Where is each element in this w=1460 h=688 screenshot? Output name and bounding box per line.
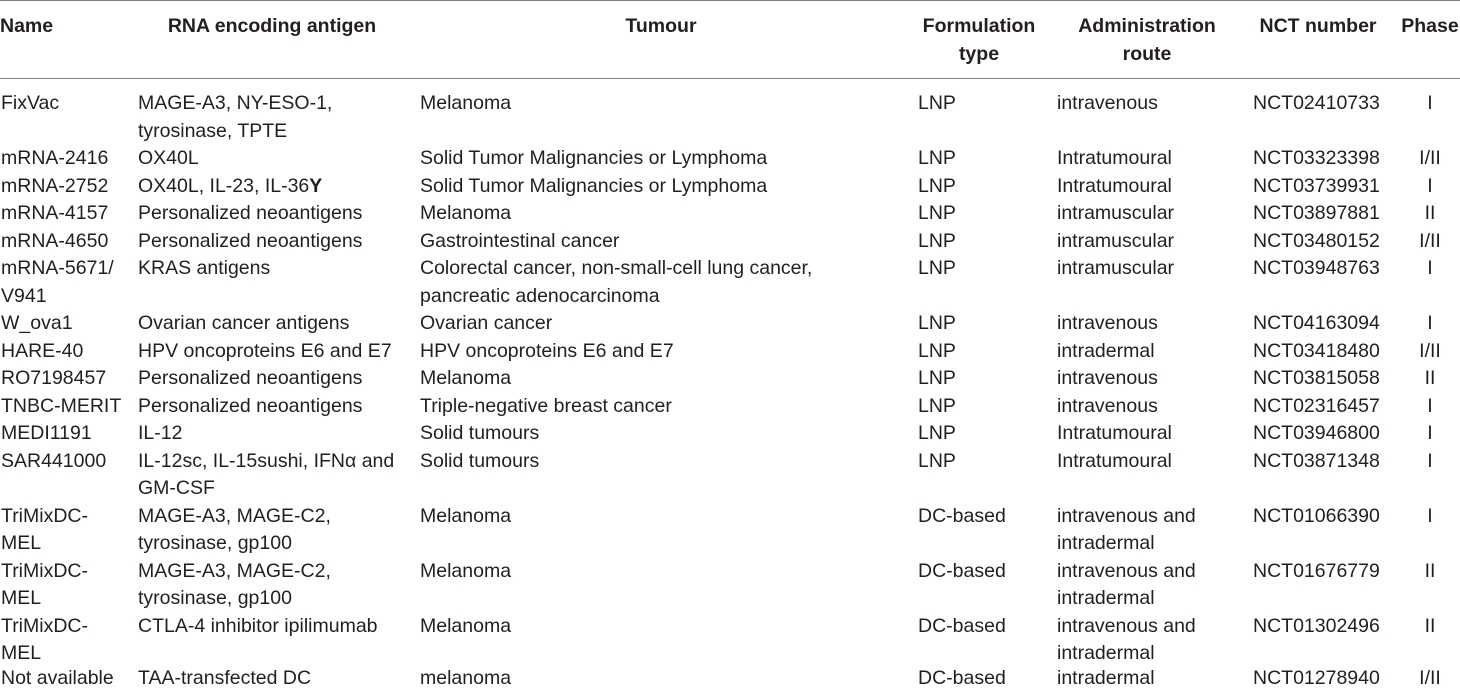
table-row bbox=[0, 393, 1460, 421]
cell-antigen: Personalized neoantigens bbox=[138, 367, 363, 389]
cell-name: TNBC-MERIT bbox=[1, 394, 122, 417]
cell-antigen: MAGE-A3, MAGE-C2, tyrosinase, gp100 bbox=[138, 559, 331, 609]
cell-tumour: Solid Tumor Malignancies or Lymphoma bbox=[420, 174, 768, 197]
cell-antigen: TAA-transfected DC bbox=[138, 666, 312, 688]
cell-formulation: LNP bbox=[918, 174, 956, 197]
cell-antigen: Personalized neoantigens bbox=[138, 394, 363, 417]
cell-phase: I bbox=[1427, 504, 1433, 527]
cell-tumour: Triple-negative breast cancer bbox=[420, 394, 672, 417]
cell-antigen bbox=[138, 173, 406, 201]
table-row bbox=[0, 173, 1460, 201]
cell-tumour: Melanoma bbox=[420, 504, 512, 527]
cell-antigen: IL-12sc, IL-15sushi, IFNα and GM-CSF bbox=[138, 449, 395, 499]
cell-formulation: DC-based bbox=[918, 614, 1006, 637]
cell-name: HARE-40 bbox=[1, 339, 84, 362]
table-row bbox=[0, 90, 1460, 145]
cell-formulation: LNP bbox=[918, 449, 956, 472]
cell-formulation: DC-based bbox=[918, 666, 1006, 688]
cell-phase: I bbox=[1427, 312, 1433, 334]
cell-phase: I/II bbox=[1419, 229, 1441, 252]
cell-name: W_ova1 bbox=[1, 312, 73, 334]
cell-nct: NCT04163094 bbox=[1253, 312, 1380, 334]
cell-phase: I bbox=[1427, 394, 1433, 417]
cell-tumour: Melanoma bbox=[420, 367, 512, 389]
cell-phase: II bbox=[1424, 614, 1436, 637]
cell-antigen: IL-12 bbox=[138, 422, 183, 444]
table-row bbox=[0, 365, 1460, 393]
table-row bbox=[0, 558, 1460, 613]
table-row bbox=[0, 668, 1460, 688]
cell-phase: I/II bbox=[1419, 339, 1441, 362]
cell-name: FixVac bbox=[1, 92, 60, 114]
cell-nct: NCT02316457 bbox=[1253, 394, 1380, 417]
cell-route: intravenous bbox=[1057, 312, 1158, 334]
column-header-tumour: Tumour bbox=[625, 15, 697, 37]
cell-antigen: KRAS antigens bbox=[138, 257, 271, 279]
cell-phase: I bbox=[1427, 449, 1433, 472]
cell-nct: NCT03948763 bbox=[1253, 257, 1380, 279]
cell-tumour: Solid tumours bbox=[420, 449, 540, 472]
cell-formulation: LNP bbox=[918, 367, 956, 389]
cell-route: intravenous and intradermal bbox=[1057, 559, 1196, 609]
cell-route: intramuscular bbox=[1057, 229, 1175, 252]
cell-phase: I bbox=[1427, 422, 1433, 444]
column-header-route: Administration route bbox=[1078, 15, 1216, 65]
cell-tumour: Gastrointestinal cancer bbox=[420, 229, 620, 252]
cell-phase: II bbox=[1424, 559, 1436, 582]
cell-text: OX40L, IL-23, IL-36 bbox=[138, 174, 310, 197]
cell-antigen: OX40L bbox=[138, 147, 199, 169]
cell-tumour: Melanoma bbox=[420, 92, 512, 114]
cell-tumour: Colorectal cancer, non-small-cell lung cancer, pancreatic adenocarcinoma bbox=[420, 257, 813, 307]
cell-name: Not available bbox=[1, 666, 114, 688]
column-header-antigen: RNA encoding antigen bbox=[167, 15, 377, 37]
cell-nct: NCT03480152 bbox=[1253, 229, 1380, 252]
cell-tumour: Melanoma bbox=[420, 614, 512, 637]
table-row bbox=[0, 200, 1460, 228]
cell-name: SAR441000 bbox=[1, 449, 107, 472]
cell-antigen: Ovarian cancer antigens bbox=[138, 312, 350, 334]
cell-phase: I/II bbox=[1419, 666, 1441, 688]
cell-name: TriMixDC- MEL bbox=[1, 614, 88, 664]
cell-phase: I/II bbox=[1419, 147, 1441, 169]
cell-tumour: Melanoma bbox=[420, 202, 512, 224]
column-header-phase: Phase bbox=[1401, 15, 1459, 37]
table-row bbox=[0, 228, 1460, 256]
cell-nct: NCT03418480 bbox=[1253, 339, 1380, 362]
cell-nct: NCT03897881 bbox=[1253, 202, 1380, 224]
cell-formulation: LNP bbox=[918, 147, 956, 169]
cell-name: TriMixDC- MEL bbox=[1, 559, 88, 609]
cell-nct: NCT01066390 bbox=[1253, 504, 1380, 527]
column-header-name: Name bbox=[0, 15, 54, 37]
cell-phase: I bbox=[1427, 174, 1433, 197]
cell-formulation: LNP bbox=[918, 202, 956, 224]
cell-nct: NCT03815058 bbox=[1253, 367, 1380, 389]
cell-nct: NCT01676779 bbox=[1253, 559, 1380, 582]
cell-formulation: LNP bbox=[918, 229, 956, 252]
table-row bbox=[0, 448, 1460, 503]
cell-tumour: Solid Tumor Malignancies or Lymphoma bbox=[420, 147, 768, 169]
cell-name: mRNA-4650 bbox=[1, 229, 109, 252]
table-row bbox=[0, 255, 1460, 310]
cell-formulation: LNP bbox=[918, 394, 956, 417]
cell-antigen: MAGE-A3, MAGE-C2, tyrosinase, gp100 bbox=[138, 504, 331, 554]
cell-name: mRNA-2416 bbox=[1, 147, 109, 169]
table-row bbox=[0, 503, 1460, 558]
cell-antigen: MAGE-A3, NY-ESO-1, tyrosinase, TPTE bbox=[138, 92, 333, 142]
cell-nct: NCT03323398 bbox=[1253, 147, 1380, 169]
cell-name: TriMixDC- MEL bbox=[1, 504, 88, 554]
column-header-nct: NCT number bbox=[1259, 15, 1377, 37]
cell-tumour: melanoma bbox=[420, 666, 512, 688]
table-row bbox=[0, 145, 1460, 173]
cell-route: intramuscular bbox=[1057, 202, 1175, 224]
cell-name: MEDI1191 bbox=[1, 422, 92, 444]
cell-phase: II bbox=[1424, 202, 1436, 224]
cell-route: intravenous bbox=[1057, 367, 1158, 389]
cell-nct: NCT03946800 bbox=[1253, 422, 1380, 444]
table-body bbox=[0, 79, 1460, 688]
cell-phase: I bbox=[1427, 257, 1433, 279]
cell-nct: NCT03739931 bbox=[1253, 174, 1380, 197]
cell-name: mRNA-5671/ V941 bbox=[1, 257, 114, 307]
cell-formulation: DC-based bbox=[918, 504, 1006, 527]
cell-tumour: Solid tumours bbox=[420, 422, 540, 444]
cell-tumour: Ovarian cancer bbox=[420, 312, 553, 334]
cell-formulation: LNP bbox=[918, 312, 956, 334]
cell-formulation: LNP bbox=[918, 422, 956, 444]
cell-antigen: Personalized neoantigens bbox=[138, 202, 363, 224]
cell-name: mRNA-2752 bbox=[1, 174, 109, 197]
cell-route: Intratumoural bbox=[1057, 174, 1172, 197]
cell-phase: II bbox=[1424, 367, 1436, 389]
cell-formulation: LNP bbox=[918, 339, 956, 362]
cell-route: intradermal bbox=[1057, 339, 1155, 362]
cell-formulation: LNP bbox=[918, 92, 956, 114]
cell-name: RO7198457 bbox=[1, 367, 107, 389]
table-header bbox=[0, 0, 1460, 79]
cell-nct: NCT01302496 bbox=[1253, 614, 1380, 637]
cell-route: intradermal bbox=[1057, 666, 1155, 688]
cell-route: Intratumoural bbox=[1057, 422, 1172, 444]
cell-nct: NCT01278940 bbox=[1253, 666, 1380, 688]
cell-route: intravenous and intradermal bbox=[1057, 504, 1196, 554]
table-row bbox=[0, 338, 1460, 366]
cell-name: mRNA-4157 bbox=[1, 202, 109, 224]
cell-tumour: HPV oncoproteins E6 and E7 bbox=[420, 339, 674, 362]
cell-route: Intratumoural bbox=[1057, 147, 1172, 169]
cell-route: Intratumoural bbox=[1057, 449, 1172, 472]
cell-tumour: Melanoma bbox=[420, 559, 512, 582]
table-row bbox=[0, 310, 1460, 338]
cell-antigen: HPV oncoproteins E6 and E7 bbox=[138, 339, 392, 362]
cell-route: intravenous bbox=[1057, 394, 1158, 417]
cell-route: intramuscular bbox=[1057, 257, 1175, 279]
cell-text-bold: Y bbox=[309, 174, 323, 197]
cell-antigen: Personalized neoantigens bbox=[138, 229, 363, 252]
cell-formulation: LNP bbox=[918, 257, 956, 279]
cell-nct: NCT02410733 bbox=[1253, 92, 1380, 114]
cell-formulation: DC-based bbox=[918, 559, 1006, 582]
table-row bbox=[0, 420, 1460, 448]
cell-route: intravenous bbox=[1057, 92, 1158, 114]
cell-antigen: CTLA-4 inhibitor ipilimumab bbox=[138, 614, 378, 637]
cell-route: intravenous and intradermal bbox=[1057, 614, 1196, 664]
cell-nct: NCT03871348 bbox=[1253, 449, 1380, 472]
cell-phase: I bbox=[1427, 92, 1433, 114]
column-header-formulation: Formulation type bbox=[922, 15, 1036, 65]
table-row bbox=[0, 613, 1460, 668]
